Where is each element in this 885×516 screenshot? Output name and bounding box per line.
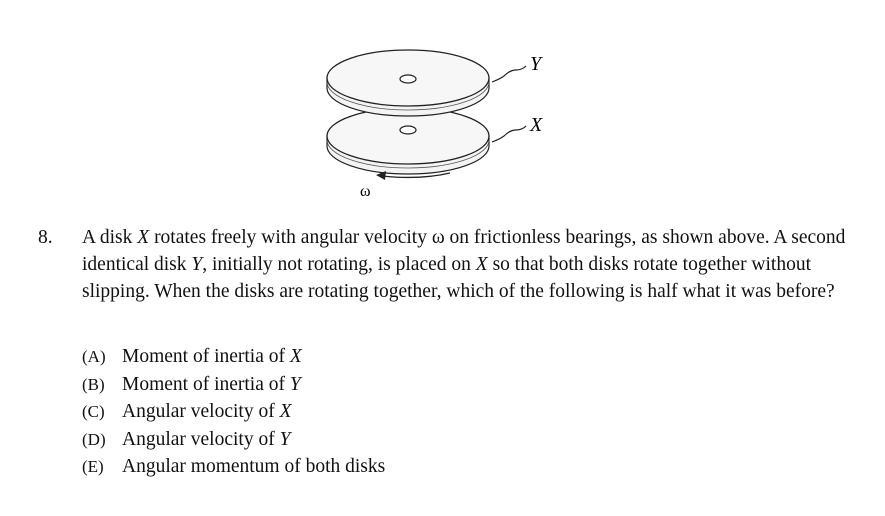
label-x: X: [530, 114, 543, 136]
choice-letter: (E): [82, 457, 104, 477]
choice-letter: (C): [82, 402, 105, 422]
choice-a[interactable]: (A) Moment of inertia of X: [82, 343, 385, 371]
choice-c[interactable]: (C) Angular velocity of X: [82, 398, 385, 426]
omega-label: ω: [360, 183, 371, 200]
choice-d[interactable]: (D) Angular velocity of Y: [82, 426, 385, 454]
question-text: A disk X rotates freely with angular velocity ω on frictionless bearings, as shown above. A second identical disk Y, initially not rotating, is placed on X so that both disks rotate together without slipping. When the disks are rotating together, which of the following is half what it was before?: [82, 227, 846, 302]
choice-e[interactable]: (E) Angular momentum of both disks: [82, 453, 385, 481]
leader-y: [492, 66, 526, 82]
choice-letter: (A): [82, 347, 106, 366]
disk-diagram: [0, 0, 885, 216]
question-number: 8.: [38, 227, 53, 248]
choice-b[interactable]: (B) Moment of inertia of Y: [82, 371, 385, 399]
disk-x: [327, 108, 489, 174]
answer-choices: [82, 343, 385, 481]
leader-x: [492, 126, 526, 142]
disk-y: [327, 50, 489, 116]
choice-letter: (D): [82, 429, 106, 449]
choice-letter: (B): [82, 374, 105, 394]
label-y: Y: [530, 53, 542, 75]
